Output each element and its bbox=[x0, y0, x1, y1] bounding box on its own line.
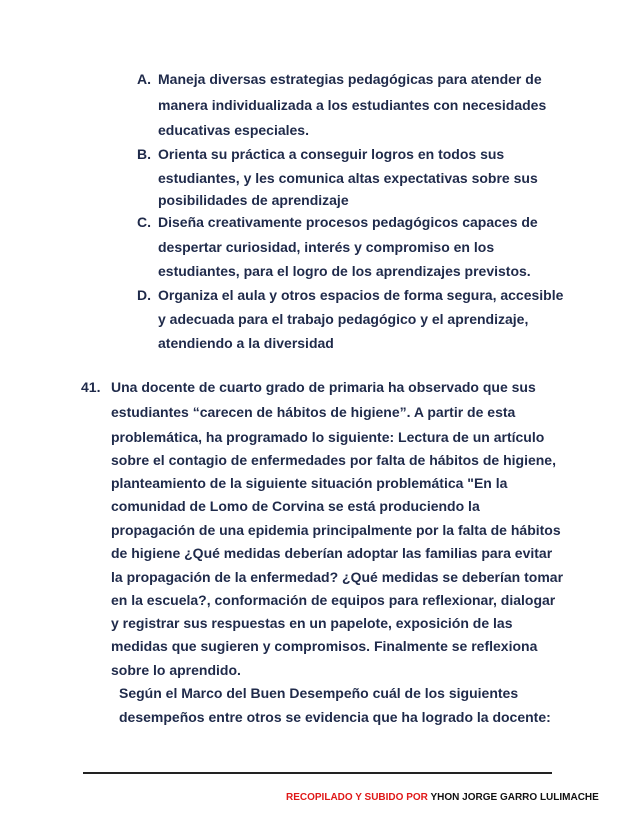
question-text-line: sobre el contagio de enfermedades por falta de hábitos de higiene, bbox=[111, 452, 556, 468]
question-text-line: comunidad de Lomo de Corvina se está produciendo la bbox=[111, 498, 480, 514]
question-text-line: planteamiento de la siguiente situación problemática "En la bbox=[111, 475, 508, 491]
footer-divider bbox=[83, 772, 552, 774]
question-text-line: la propagación de la enfermedad? ¿Qué medidas se deberían tomar bbox=[111, 569, 564, 585]
question-text-line: propagación de una epidemia principalmente por la falta de hábitos bbox=[111, 522, 561, 538]
question-text-line: problemática, ha programado lo siguiente: Lectura de un artículo bbox=[111, 429, 545, 445]
question-text-line: medidas que sugieren y compromisos. Finalmente se reflexiona bbox=[111, 638, 538, 654]
question-text-line: estudiantes “carecen de hábitos de higiene”. A partir de esta bbox=[111, 404, 516, 420]
option-text-line: Orienta su práctica a conseguir logros en todos sus bbox=[158, 146, 505, 162]
question-text-line: en la escuela?, conformación de equipos para reflexionar, dialogar bbox=[111, 592, 556, 608]
question-text-line: de higiene ¿Qué medidas deberían adoptar las familias para evitar bbox=[111, 545, 553, 561]
option-text-line: posibilidades de aprendizaje bbox=[158, 192, 349, 208]
option-text-line: Organiza el aula y otros espacios de forma segura, accesible bbox=[158, 287, 564, 303]
option-text-line: estudiantes, y les comunica altas expectativas sobre sus bbox=[158, 170, 538, 186]
option-text-line: estudiantes, para el logro de los aprendizajes previstos. bbox=[158, 263, 531, 279]
question-prompt-line: Según el Marco del Buen Desempeño cuál de los siguientes bbox=[119, 685, 519, 701]
option-text-line: Diseña creativamente procesos pedagógicos capaces de bbox=[158, 214, 538, 230]
option-text-line: educativas especiales. bbox=[158, 122, 309, 138]
question-text-line: sobre lo aprendido. bbox=[111, 662, 241, 678]
question-text-line: Una docente de cuarto grado de primaria ha observado que sus bbox=[111, 379, 536, 395]
option-text-line: atendiendo a la diversidad bbox=[158, 335, 334, 351]
question-number: 41. bbox=[81, 379, 101, 395]
option-letter: D. bbox=[137, 287, 151, 303]
option-text-line: manera individualizada a los estudiantes con necesidades bbox=[158, 97, 547, 113]
option-letter: B. bbox=[137, 146, 151, 162]
option-letter: C. bbox=[137, 214, 151, 230]
option-text-line: y adecuada para el trabajo pedagógico y el aprendizaje, bbox=[158, 311, 529, 327]
question-text-line: y registrar sus respuestas en un papelote, exposición de las bbox=[111, 615, 513, 631]
option-text-line: Maneja diversas estrategias pedagógicas para atender de bbox=[158, 71, 542, 87]
option-text-line: despertar curiosidad, interés y compromiso en los bbox=[158, 239, 495, 255]
footer-credit bbox=[286, 792, 599, 803]
footer-credit-label: RECOPILADO Y SUBIDO POR bbox=[286, 792, 431, 803]
footer-credit-author: YHON JORGE GARRO LULIMACHE bbox=[430, 792, 599, 803]
option-letter: A. bbox=[137, 71, 151, 87]
question-prompt-line: desempeños entre otros se evidencia que ha logrado la docente: bbox=[119, 709, 551, 725]
